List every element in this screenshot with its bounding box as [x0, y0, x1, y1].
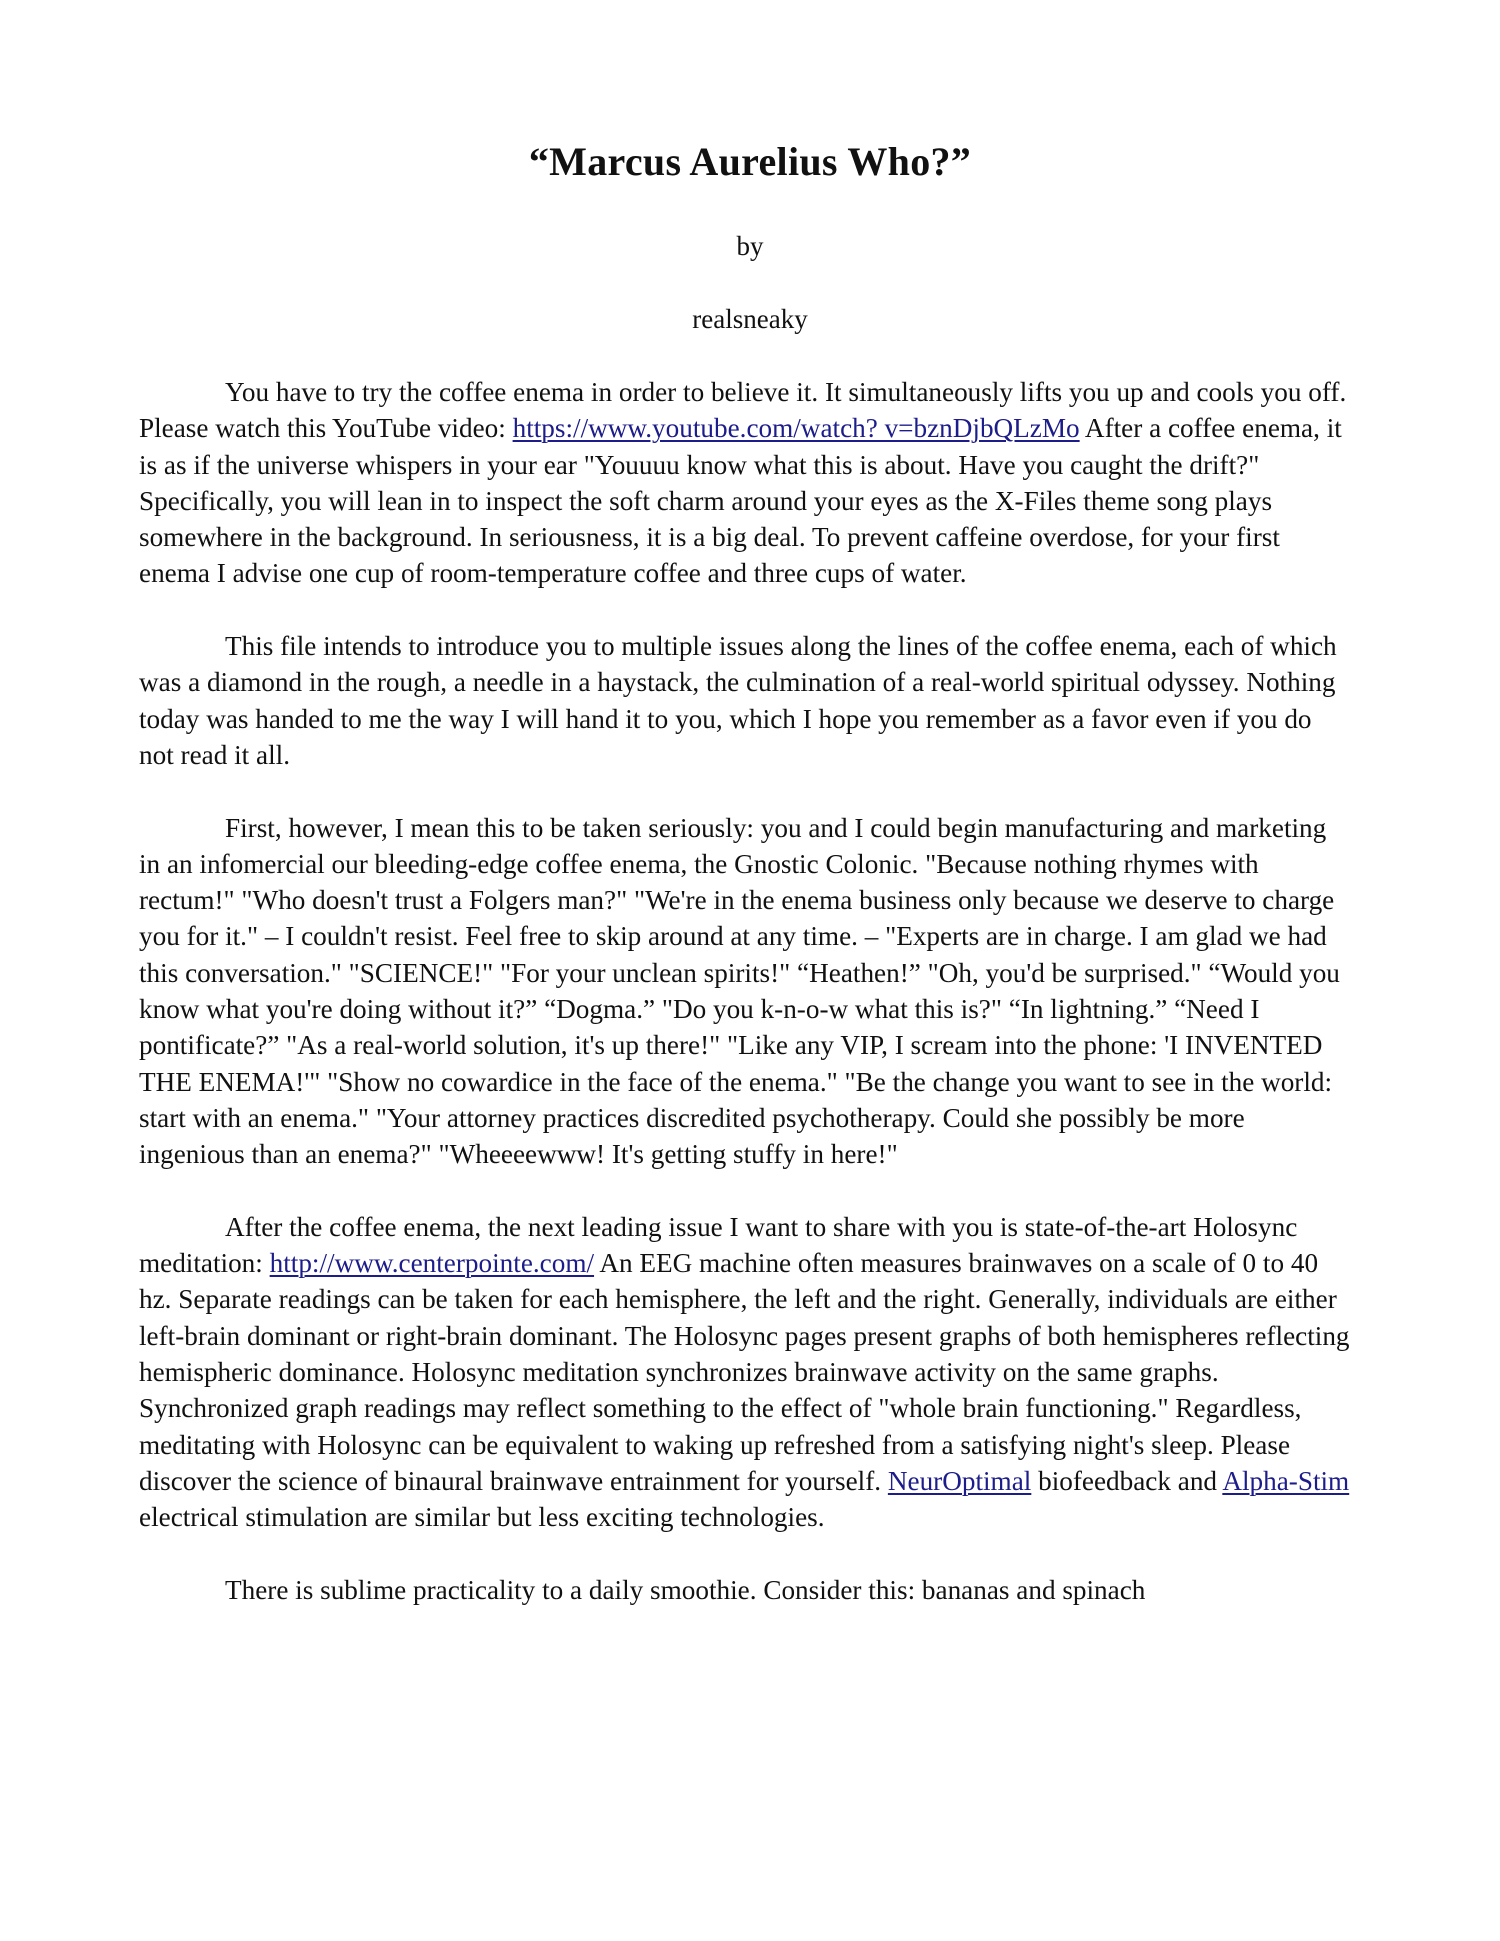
- paragraph-smoothie: [139, 1572, 1353, 1608]
- document-title: “Marcus Aurelius Who?”: [528, 139, 972, 184]
- paragraph-coffee-enema: [139, 374, 1353, 592]
- paragraph-holosync: [139, 1209, 1353, 1536]
- paragraph-text: biofeedback and: [1031, 1465, 1223, 1496]
- paragraph-text: An EEG machine often measures brainwaves on a scale of 0 to 40 hz. Separate readings can be taken for each hemisphere, the left and the right. Generally, individuals are either left-brain dominant or right-brain dominant. The Holosync pages present graphs of both hemispheres reflecting hemispheric dominance. Holosync meditation synchronizes brainwave activity on the same graphs. Synchronized graph readings may reflect something to the effect of "whole brain functioning." Regardless, meditating with Holosync can be equivalent to waking up refreshed from a satisfying night's sleep. Please discover the science of binaural brainwave entrainment for yourself.: [139, 1248, 1350, 1496]
- document-body: [139, 374, 1353, 1644]
- paragraph-text: After a coffee enema, it is as if the universe whispers in your ear "Youuuu know what this is about. Have you caught the drift?" Specifically, you will lean in to inspect the soft charm around your eyes as the X-Files theme song plays somewhere in the background. In seriousness, it is a big deal. To prevent caffeine overdose, for your first enema I advise one cup of room-temperature coffee and three cups of water.: [139, 413, 1342, 589]
- paragraph-text: After the coffee enema, the next leading issue I want to share with you is state-of-the-art Holosync meditation:: [139, 1211, 1298, 1279]
- alpha-stim-link[interactable]: Alpha-Stim: [1222, 1465, 1350, 1496]
- youtube-link[interactable]: https://www.youtube.com/watch? v=bznDjbQLzMo: [512, 413, 1080, 444]
- by-label: by: [736, 231, 764, 261]
- paragraph-text: First, however, I mean this to be taken seriously: you and I could begin manufacturing and marketing in an infomercial our bleeding-edge coffee enema, the Gnostic Colonic. "Because nothing rhymes with rectum!" "Who doesn't trust a Folgers man?" "We're in the enema business only because we deserve to charge you for it." – I couldn't resist. Feel free to skip around at any time. – "Experts are in charge. I am glad we had this conversation." "SCIENCE!" "For your unclean spirits!" “Heathen!” "Oh, you'd be surprised." “Would you know what you're doing without it?” “Dogma.” "Do you k-n-o-w what this is?" “In lightning.” “Need I pontificate?” "As a real-world solution, it's up there!" "Like any VIP, I scream into the phone: 'I INVENTED THE ENEMA!'" "Show no cowardice in the face of the enema." "Be the change you want to see in the world: start with an enema." "Your attorney practices discredited psychotherapy. Could she possibly be more ingenious than an enema?" "Wheeeewww! It's getting stuffy in here!": [139, 812, 1340, 1170]
- paragraph-text: This file intends to introduce you to multiple issues along the lines of the coffee enema, each of which was a diamond in the rough, a needle in a haystack, the culmination of a real-world spiritual odyssey. Nothing today was handed to me the way I will hand it to you, which I hope you remember as a favor even if you do not read it all.: [139, 631, 1337, 770]
- paragraph-gnostic-colonic: [139, 810, 1353, 1173]
- paragraph-text: electrical stimulation are similar but less exciting technologies.: [139, 1502, 825, 1533]
- paragraph-text: There is sublime practicality to a daily smoothie. Consider this: bananas and spinach: [225, 1574, 1146, 1605]
- author-name: realsneaky: [692, 304, 808, 334]
- centerpointe-link[interactable]: http://www.centerpointe.com/: [269, 1248, 595, 1279]
- neuroptimal-link[interactable]: NeurOptimal: [887, 1465, 1032, 1496]
- paragraph-text: You have to try the coffee enema in order to believe it. It simultaneously lifts you up and cools you off. Please watch this YouTube video:: [139, 377, 1347, 444]
- paragraph-introduction: [139, 628, 1353, 773]
